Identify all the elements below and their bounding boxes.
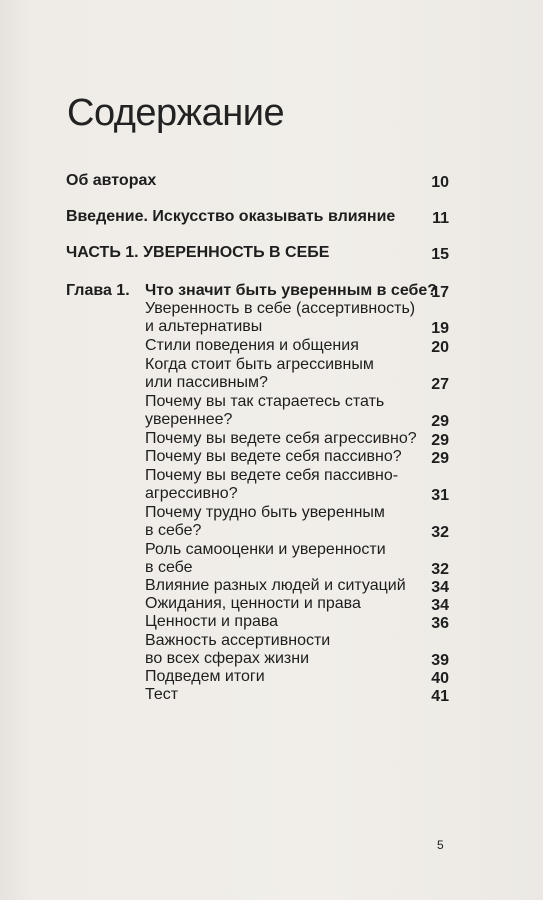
- toc-subentry-line: Роль самооценки и уверенности: [145, 541, 386, 558]
- toc-subentry-page: 20: [431, 339, 449, 356]
- toc-subentry-line: Почему вы так стараетесь стать: [145, 393, 385, 410]
- toc-subentry-page: 32: [431, 524, 449, 541]
- toc-subentry-page: 34: [431, 597, 449, 614]
- toc-subentry-page: 29: [431, 450, 449, 467]
- toc-subentry-line: увереннее?: [145, 411, 233, 428]
- toc-subentry-page: 29: [431, 413, 449, 430]
- toc-subentry-line: и альтернативы: [145, 318, 263, 335]
- toc-subentry-page: 31: [431, 487, 449, 504]
- page-number: 5: [437, 838, 444, 852]
- toc-subentry-page: 27: [431, 376, 449, 393]
- toc-subentry-line: Ценности и права: [145, 613, 279, 630]
- toc-subentry-line: Когда стоит быть агрессивным: [145, 356, 374, 373]
- toc-subentry-page: 29: [431, 432, 449, 449]
- page-title: Содержание: [67, 92, 285, 134]
- toc-subentry-line: во всех сферах жизни: [145, 650, 310, 667]
- toc-subentry-page: 39: [431, 652, 449, 669]
- chapter-title: Что значит быть уверенным в себе?: [145, 282, 438, 299]
- toc-subentry-page: 32: [431, 561, 449, 578]
- toc-subentry-line: или пассивным?: [145, 374, 268, 391]
- toc-subentry-line: Подведем итоги: [145, 668, 265, 685]
- toc-subentry-page: 34: [431, 579, 449, 596]
- toc-page-part1: 15: [431, 246, 449, 263]
- toc-entry-authors: Об авторах: [66, 172, 157, 189]
- toc-subentry-line: Почему вы ведете себя пассивно?: [145, 448, 402, 465]
- toc-subentry-line: в себе?: [145, 522, 202, 539]
- chapter-page: 17: [431, 284, 449, 301]
- toc-page-intro: 11: [432, 210, 449, 227]
- toc-page-authors: 10: [431, 174, 449, 191]
- toc-subentry-page: 19: [431, 320, 449, 337]
- toc-subentry-page: 41: [431, 688, 449, 705]
- toc-entry-part1: ЧАСТЬ 1. УВЕРЕННОСТЬ В СЕБЕ: [66, 244, 330, 261]
- toc-subentry-line: Почему вы ведете себя агрессивно?: [145, 430, 417, 447]
- chapter-label: Глава 1.: [66, 282, 130, 299]
- toc-subentry-line: в себе: [145, 559, 193, 576]
- toc-subentry-line: Почему вы ведете себя пассивно-: [145, 467, 399, 484]
- toc-subentry-line: Почему трудно быть уверенным: [145, 504, 385, 521]
- toc-subentry-line: Уверенность в себе (ассертивность): [145, 300, 416, 317]
- toc-subentry-page: 40: [431, 670, 449, 687]
- toc-subentry-line: Ожидания, ценности и права: [145, 595, 361, 612]
- toc-subentry-line: агрессивно?: [145, 485, 238, 502]
- toc-subentry-line: Стили поведения и общения: [145, 337, 359, 354]
- toc-subentry-line: Важность ассертивности: [145, 632, 331, 649]
- toc-entry-intro: Введение. Искусство оказывать влияние: [66, 208, 396, 225]
- toc-subentry-line: Влияние разных людей и ситуаций: [145, 577, 406, 594]
- toc-subentry-page: 36: [431, 615, 449, 632]
- toc-subentry-line: Тест: [145, 686, 179, 703]
